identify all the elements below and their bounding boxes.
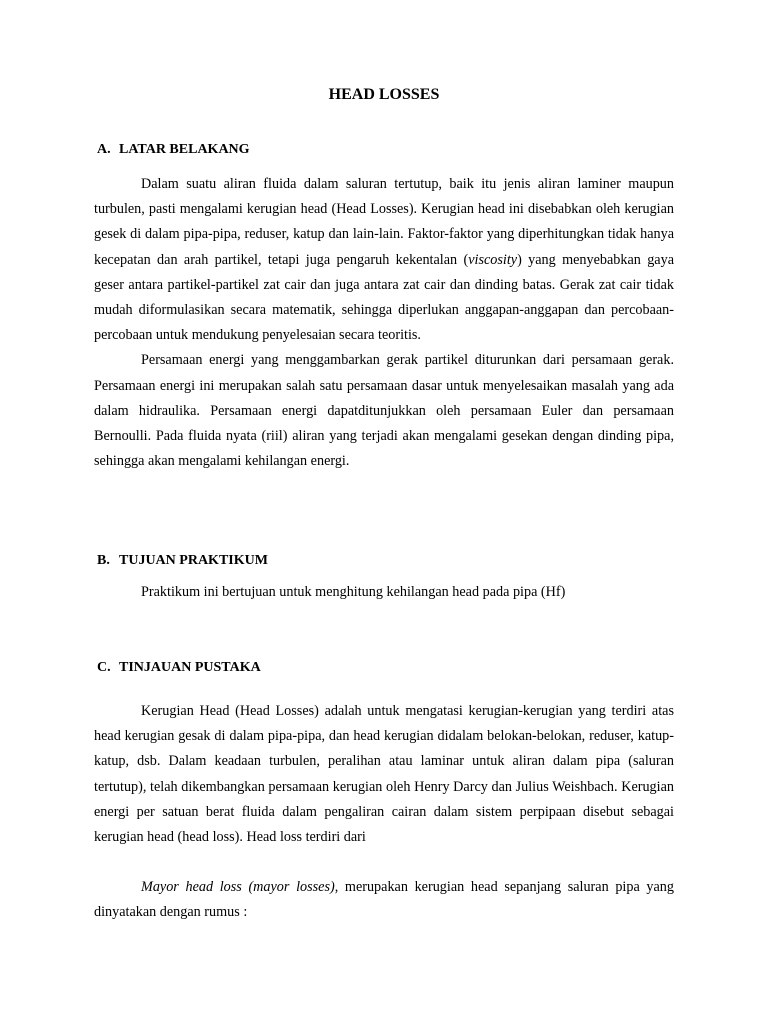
paragraph-text: Dalam suatu aliran fluida dalam saluran tertutup, baik itu jenis aliran laminer maupun turbulen, pasti mengalami kerugian head (Head Losses). Kerugian head ini disebabkan oleh kerugian gesek di dalam pipa-pipa, reduser, katup dan lain-lain. Faktor-faktor yang diperhitungkan tidak hanya kecepatan dan arah partikel, tetapi juga pengaruh kekentalan (: [94, 176, 674, 268]
italic-term: viscosity: [468, 251, 518, 268]
italic-term: Mayor head loss (mayor losses): [141, 879, 335, 895]
section-a-paragraph-1: [94, 172, 674, 348]
section-a-heading: [97, 142, 250, 158]
section-b-title: TUJUAN PRAKTIKUM: [119, 553, 268, 568]
section-b-letter: B.: [97, 553, 110, 568]
section-a-letter: A.: [97, 142, 111, 157]
paragraph-text: , merupakan kerugian head sepanjang saluran pipa yang dinyatakan dengan rumus :: [94, 879, 674, 921]
paragraph-text: ) yang menyebabkan gaya geser antara partikel-partikel zat cair dan juga antara zat cair dan dinding batas. Gerak zat cair tidak mudah diformulasikan secara matematik, sehingga diperlukan anggapan-anggapan dan percobaan-percobaan untuk mendukung penyelesaian secara teoritis.: [94, 251, 674, 344]
section-c-title: TINJAUAN PUSTAKA: [119, 660, 261, 675]
section-b-heading: [97, 553, 268, 569]
section-c-paragraph-2: [94, 875, 674, 925]
section-a-paragraph-2: Persamaan energi yang menggambarkan gerak partikel diturunkan dari persamaan gerak. Persamaan energi ini merupakan salah satu persamaan dasar untuk menyelesaikan masalah yang ada dalam hidraulika. Persamaan energi dapatditunjukkan oleh persamaan Euler dan persamaan Bernoulli. Pada fluida nyata (riil) aliran yang terjadi akan mengalami gesekan dengan dinding pipa, sehingga akan mengalami kehilangan energi.: [94, 352, 674, 470]
section-b-paragraph-1: Praktikum ini bertujuan untuk menghitung kehilangan head pada pipa (Hf): [141, 584, 566, 600]
section-a-title: LATAR BELAKANG: [119, 142, 250, 157]
section-c-letter: C.: [97, 660, 111, 675]
section-c-paragraph-1: Kerugian Head (Head Losses) adalah untuk mengatasi kerugian-kerugian yang terdiri atas head kerugian gesak di dalam pipa-pipa, dan head kerugian didalam belokan-belokan, reduser, katup-katup, dsb. Dalam keadaan turbulen, peralihan atau laminar untuk aliran dalam pipa (saluran tertutup), telah dikembangkan persamaan kerugian oleh Henry Darcy dan Julius Weishbach. Kerugian energi per satuan berat fluida dalam pengaliran cairan dalam sistem perpipaan disebut sebagai kerugian head (head loss). Head loss terdiri dari: [94, 703, 674, 846]
section-c-body-1: [94, 699, 674, 850]
section-a-body: [94, 172, 674, 474]
document-title: HEAD LOSSES: [328, 86, 440, 103]
section-c-body-2: [94, 875, 674, 925]
section-c-heading: [97, 660, 261, 676]
